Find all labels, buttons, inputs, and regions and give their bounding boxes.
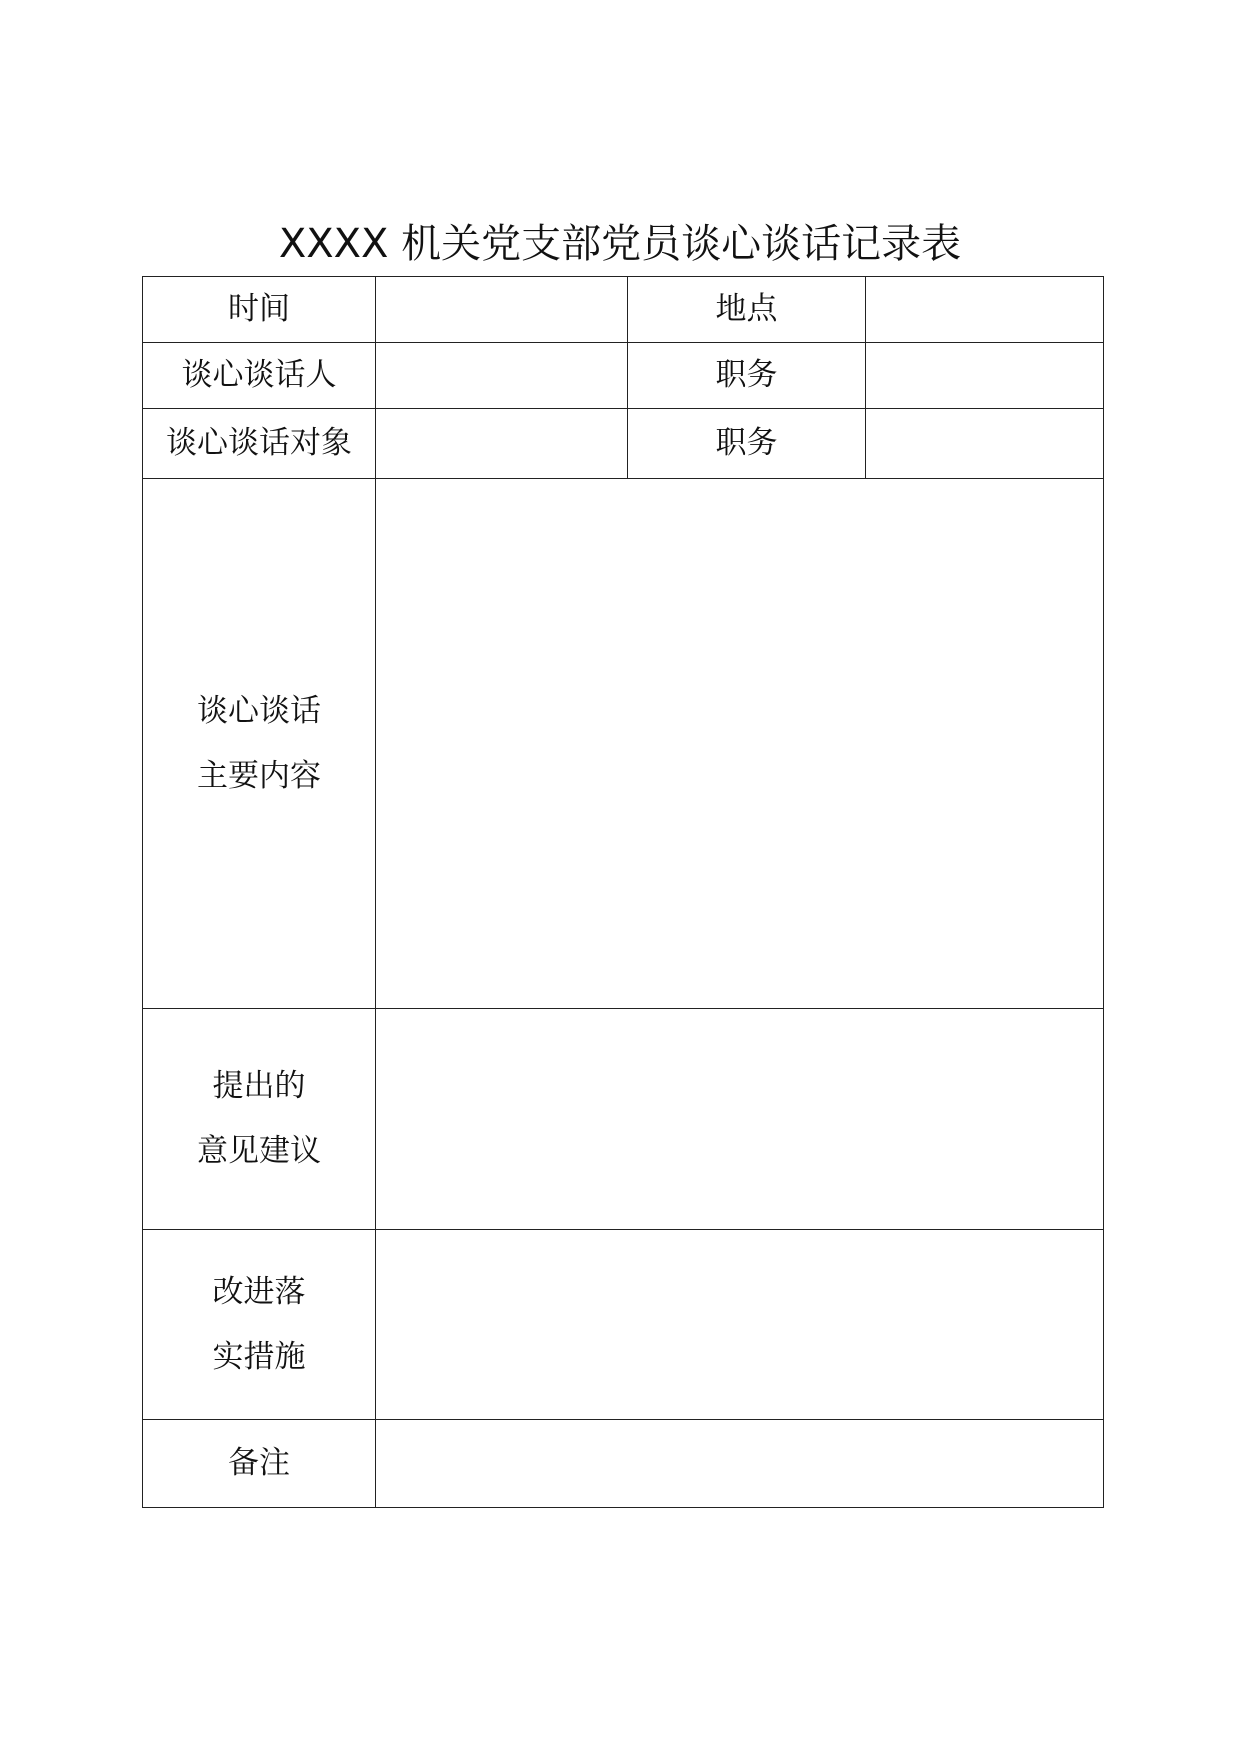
place-field[interactable]: [866, 277, 1104, 343]
row-content: [143, 479, 1104, 1009]
time-field[interactable]: [376, 277, 628, 343]
talker-position-field[interactable]: [866, 343, 1104, 409]
subject-position-field[interactable]: [866, 409, 1104, 479]
time-label: 时间: [143, 277, 376, 343]
measures-label-line-2: 实措施: [212, 1338, 306, 1375]
page-title: XXXX 机关党支部党员谈心谈话记录表: [278, 221, 962, 267]
measures-field[interactable]: [376, 1230, 1104, 1420]
suggestions-label: [143, 1009, 376, 1230]
measures-label-line-1: 改进落: [212, 1273, 306, 1310]
measures-label: [143, 1230, 376, 1420]
place-label: 地点: [628, 277, 866, 343]
content-label-line-2: 主要内容: [197, 757, 321, 794]
row-measures: [143, 1230, 1104, 1420]
remarks-field[interactable]: [376, 1420, 1104, 1508]
subject-label: 谈心谈话对象: [143, 409, 376, 479]
subject-field[interactable]: [376, 409, 628, 479]
content-field[interactable]: [376, 479, 1104, 1009]
remarks-label: 备注: [143, 1420, 376, 1508]
talker-label: 谈心谈话人: [143, 343, 376, 409]
row-suggestions: [143, 1009, 1104, 1230]
content-label: [143, 479, 376, 1009]
suggestions-field[interactable]: [376, 1009, 1104, 1230]
row-subject: [143, 409, 1104, 479]
row-remarks: [143, 1420, 1104, 1508]
subject-position-label: 职务: [628, 409, 866, 479]
content-label-line-1: 谈心谈话: [197, 692, 321, 729]
row-time-place: [143, 277, 1104, 343]
row-talker: [143, 343, 1104, 409]
suggestions-label-line-2: 意见建议: [197, 1133, 321, 1169]
record-form-table: [142, 276, 1104, 1508]
talker-field[interactable]: [376, 343, 628, 409]
talker-position-label: 职务: [628, 343, 866, 409]
suggestions-label-line-1: 提出的: [212, 1068, 306, 1104]
